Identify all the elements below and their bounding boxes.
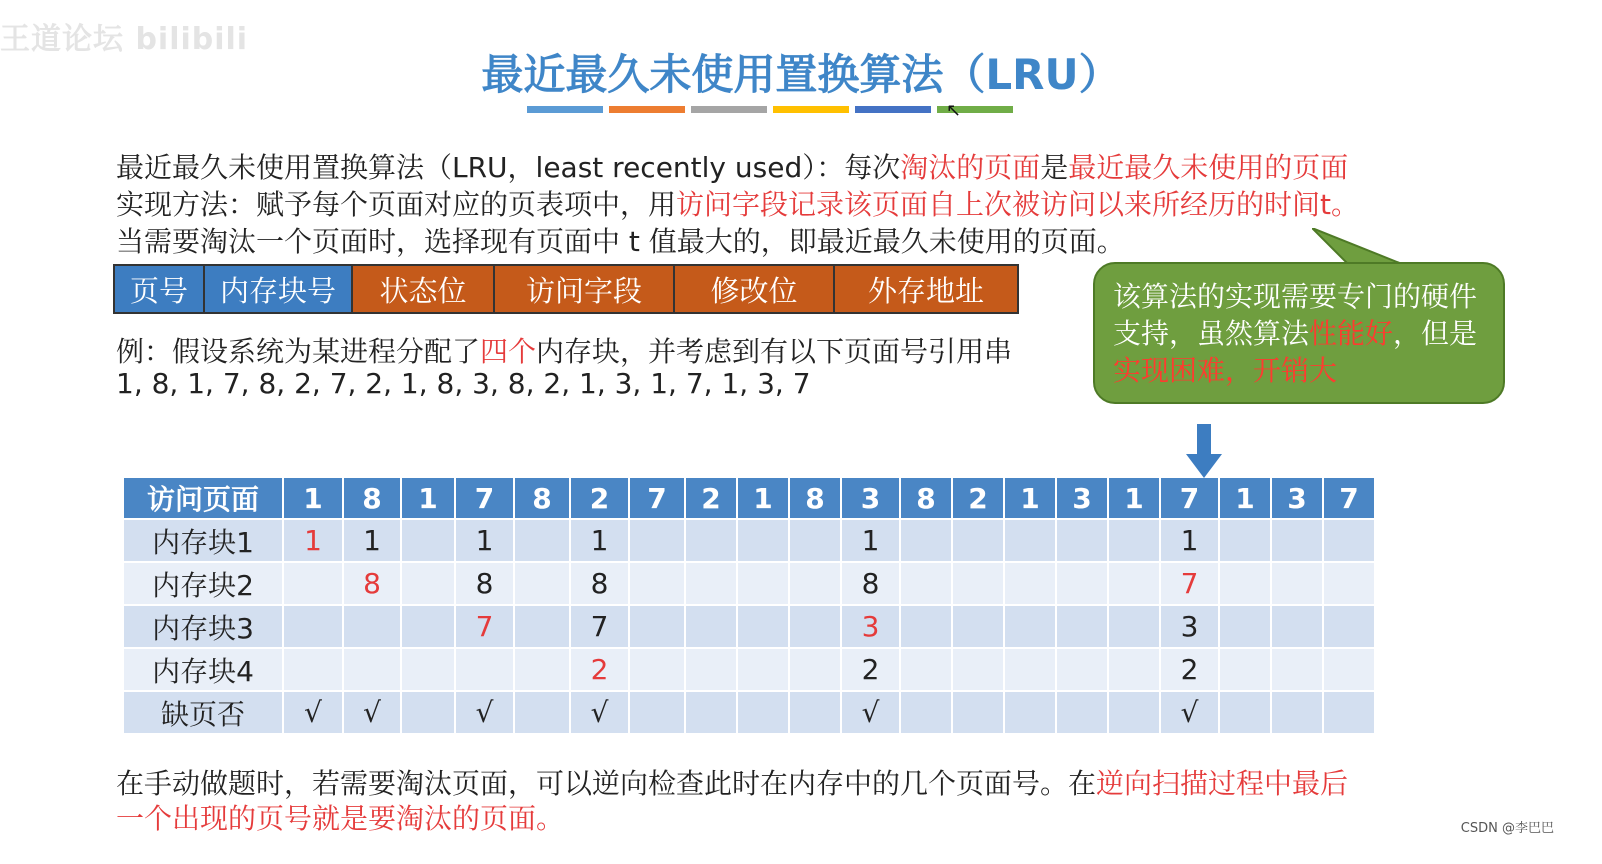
table-cell: 2 [842,649,899,692]
table-cell [953,520,1003,563]
footer-prefix: 在手动做题时，若需要淘汰页面，可以逆向检查此时在内存中的几个页面号。在 [116,767,1097,800]
table-row [124,692,1374,735]
table-cell [515,606,569,649]
table-cell [344,649,400,692]
table-cell: 7 [1161,563,1218,606]
table-cell [790,606,840,649]
table-cell [1272,606,1322,649]
title-underline-bar [609,106,685,113]
table-cell: 1 [571,520,628,563]
table-cell: 8 [344,563,400,606]
table-cell: √ [842,692,899,735]
table-cell: √ [456,692,513,735]
table-cell [1220,606,1270,649]
pte-field: 外存地址 [835,266,1017,312]
table-cell [686,692,736,735]
pte-field: 访问字段 [495,266,675,312]
table-cell [901,649,951,692]
reference-page-cell: 1 [284,478,342,520]
table-cell [630,606,684,649]
table-cell: 8 [571,563,628,606]
table-cell [790,649,840,692]
table-cell [1005,563,1055,606]
reference-page-cell: 2 [686,478,736,520]
replacement-rule-line: 当需要淘汰一个页面时，选择现有页面中 t 值最大的，即最近最久未使用的页面。 [116,225,1125,258]
example-highlight: 四个 [480,335,537,368]
table-cell [1109,520,1159,563]
reference-page-cell: 8 [901,478,951,520]
table-cell [630,649,684,692]
table-cell [402,606,454,649]
title-underline-bar [527,106,603,113]
table-cell [402,520,454,563]
table-cell [1005,692,1055,735]
definition-highlight-1: 淘汰的页面 [900,151,1041,184]
table-cell [1109,692,1159,735]
table-cell [1324,563,1374,606]
table-cell: √ [344,692,400,735]
table-cell [738,692,788,735]
table-cell [1109,606,1159,649]
row-label: 缺页否 [124,692,282,735]
table-cell [686,649,736,692]
reference-page-cell: 2 [953,478,1003,520]
table-cell [344,606,400,649]
table-cell: √ [284,692,342,735]
row-label: 内存块3 [124,606,282,649]
table-cell [1109,649,1159,692]
mouse-cursor-icon: ↖ [946,100,962,121]
table-cell [284,649,342,692]
hardware-support-callout [1093,262,1505,404]
pte-field: 修改位 [675,266,835,312]
pte-field: 页号 [115,266,205,312]
table-cell: 7 [571,606,628,649]
footer-line-1 [116,762,1348,802]
title-underline-bar [691,106,767,113]
table-cell [1272,692,1322,735]
reference-page-cell: 3 [1272,478,1322,520]
table-cell [515,520,569,563]
table-cell [1220,520,1270,563]
table-cell [790,520,840,563]
implementation-prefix: 实现方法：赋予每个页面对应的页表项中，用 [116,188,677,221]
reference-page-cell: 8 [344,478,400,520]
row-label: 内存块2 [124,563,282,606]
table-cell [901,606,951,649]
table-cell: 1 [1161,520,1218,563]
title-underline-bar [855,106,931,113]
definition-middle: 是 [1040,151,1069,184]
table-cell [402,563,454,606]
table-cell: 8 [842,563,899,606]
footer-highlight-1: 逆向扫描过程中最后 [1096,767,1349,800]
title-underline-bar [773,106,849,113]
footer-line-2: 一个出现的页号就是要淘汰的页面。 [116,802,565,835]
reference-page-cell: 8 [790,478,840,520]
table-cell [1324,520,1374,563]
table-cell [1057,692,1107,735]
table-cell: 1 [456,520,513,563]
table-cell [738,606,788,649]
table-cell [1005,649,1055,692]
table-cell: 1 [344,520,400,563]
table-cell [738,563,788,606]
down-arrow-icon [1186,424,1222,480]
definition-prefix: 最近最久未使用置换算法（LRU，least recently used）：每次 [116,151,901,184]
table-cell: √ [1161,692,1218,735]
reference-page-cell: 1 [1005,478,1055,520]
reference-page-cell: 3 [842,478,899,520]
implementation-line [116,183,1359,223]
definition-line [116,146,1348,186]
table-cell [1057,606,1107,649]
reference-page-cell: 1 [738,478,788,520]
table-cell [1109,563,1159,606]
pte-field: 状态位 [353,266,495,312]
reference-page-cell: 7 [630,478,684,520]
table-cell [1324,692,1374,735]
callout-highlight-2: 实现困难，开销大 [1113,354,1338,387]
reference-page-cell: 1 [402,478,454,520]
table-cell [402,649,454,692]
table-cell [515,692,569,735]
table-cell: √ [571,692,628,735]
callout-text-2: ，但是 [1393,317,1478,350]
table-cell [284,606,342,649]
bilibili-watermark: 王道论坛 bilibili [0,22,249,57]
table-cell: 7 [456,606,513,649]
table-cell [1057,649,1107,692]
callout-text-1: 该算法的实现需要专门的硬件支持，虽然算法 [1113,280,1478,350]
table-cell [1057,563,1107,606]
callout-highlight-1: 性能好 [1309,317,1394,350]
table-cell: 1 [284,520,342,563]
table-row [124,606,1374,649]
table-cell [1324,649,1374,692]
example-prefix: 例：假设系统为某进程分配了 [116,335,481,368]
table-cell: 8 [456,563,513,606]
table-cell [1220,563,1270,606]
table-row [124,520,1374,563]
table-cell: 1 [842,520,899,563]
table-cell [953,649,1003,692]
table-cell [1324,606,1374,649]
reference-page-cell: 1 [1109,478,1159,520]
table-cell [1005,606,1055,649]
table-cell [901,692,951,735]
table-header-row [124,478,1374,520]
row-label: 内存块4 [124,649,282,692]
table-cell [686,606,736,649]
table-cell [686,520,736,563]
table-header-label: 访问页面 [124,478,282,520]
definition-highlight-2: 最近最久未使用的页面 [1068,151,1349,184]
table-cell [515,563,569,606]
reference-page-cell: 3 [1057,478,1107,520]
page-table-entry-diagram [113,264,1019,314]
reference-page-cell: 7 [1161,478,1218,520]
table-cell [1272,520,1322,563]
table-cell [456,649,513,692]
table-cell [1220,692,1270,735]
table-cell [1005,520,1055,563]
pte-field: 内存块号 [205,266,353,312]
table-cell [953,606,1003,649]
table-cell: 2 [1161,649,1218,692]
implementation-highlight: 访问字段记录该页面自上次被访问以来所经历的时间t。 [676,188,1359,221]
reference-page-cell: 7 [1324,478,1374,520]
table-cell [738,649,788,692]
slide-title: 最近最久未使用置换算法（LRU） [481,50,1121,99]
row-label: 内存块1 [124,520,282,563]
table-cell: 2 [571,649,628,692]
reference-page-cell: 1 [1220,478,1270,520]
table-cell: 3 [1161,606,1218,649]
table-row [124,649,1374,692]
table-cell [738,520,788,563]
example-suffix: 内存块，并考虑到有以下页面号引用串 [536,335,1013,368]
reference-string: 1, 8, 1, 7, 8, 2, 7, 2, 1, 8, 3, 8, 2, 1, 3, 1, 7, 1, 3, 7 [116,367,811,400]
table-cell [953,692,1003,735]
table-cell [686,563,736,606]
table-cell [790,563,840,606]
csdn-credit: CSDN @李巴巴 [1460,821,1554,836]
table-cell [901,563,951,606]
table-cell [1272,563,1322,606]
reference-page-cell: 2 [571,478,628,520]
table-cell [901,520,951,563]
table-cell [284,563,342,606]
table-cell [630,692,684,735]
table-cell [402,692,454,735]
table-cell [515,649,569,692]
reference-page-cell: 7 [456,478,513,520]
example-line [116,330,1012,370]
table-cell [1272,649,1322,692]
table-cell [630,563,684,606]
table-cell: 3 [842,606,899,649]
lru-simulation-table [122,478,1376,735]
reference-page-cell: 8 [515,478,569,520]
table-cell [790,692,840,735]
table-cell [1220,649,1270,692]
table-cell [1057,520,1107,563]
table-cell [630,520,684,563]
table-row [124,563,1374,606]
table-cell [953,563,1003,606]
